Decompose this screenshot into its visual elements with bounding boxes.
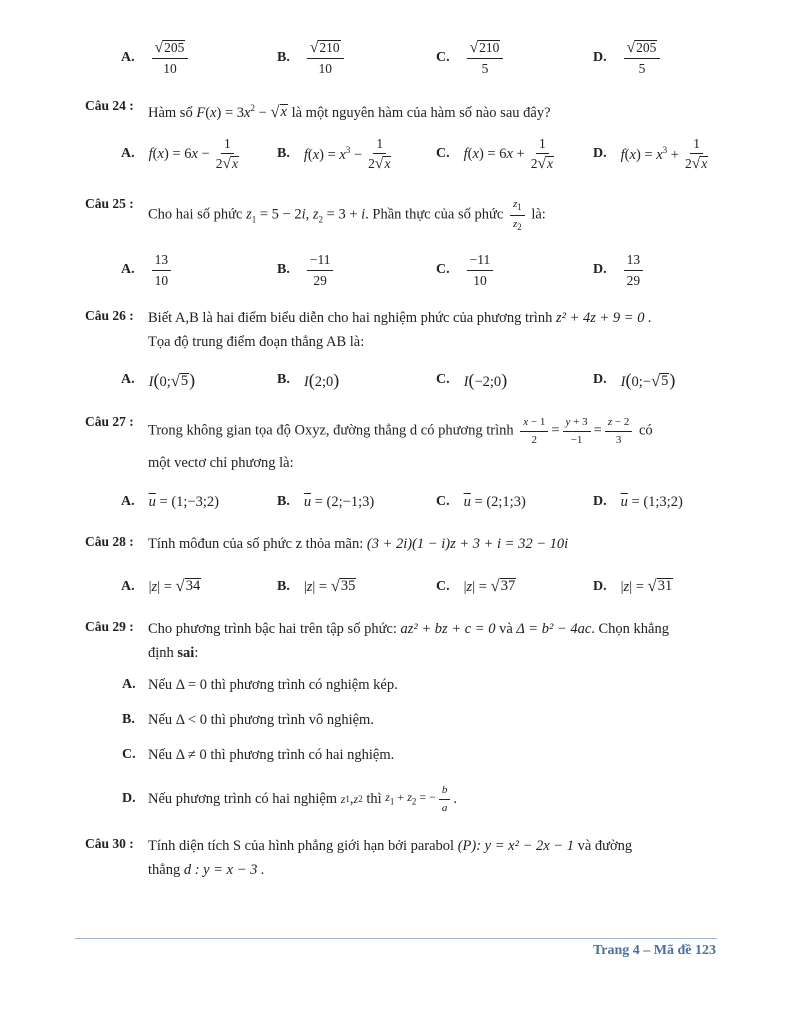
q25-option-a[interactable]: A. $\frac{13}{10}$ bbox=[121, 248, 174, 292]
q25-option-b[interactable]: B. $\frac{-11}{29}$ bbox=[277, 248, 336, 292]
question-number: Câu 27 : bbox=[85, 414, 134, 429]
q24-option-d[interactable]: D. $f(x) = x^3$ + 1 2 √ x bbox=[593, 135, 708, 173]
q23-options bbox=[85, 36, 725, 80]
q24-options bbox=[85, 132, 725, 176]
question-29 bbox=[85, 617, 725, 827]
question-number: Câu 26 : bbox=[85, 308, 134, 323]
q27-options bbox=[85, 480, 725, 524]
q24-option-a[interactable]: A. f(x) = 6x − 1 2 √ x bbox=[121, 135, 238, 173]
question-number: Câu 28 : bbox=[85, 534, 134, 549]
question-number: Câu 24 : bbox=[85, 98, 134, 113]
q29-option-b[interactable]: B. Nếu Δ < 0 thì phương trình vô nghiệm. bbox=[122, 712, 374, 728]
q26-option-d[interactable]: D. I(0;− √ 5 ) bbox=[593, 369, 676, 390]
question-25 bbox=[85, 194, 725, 294]
q26-option-c[interactable]: C. I(−2;0) bbox=[436, 369, 508, 390]
question-27 bbox=[85, 412, 725, 522]
footer-divider bbox=[75, 938, 717, 939]
q26-option-b[interactable]: B. I(2;0) bbox=[277, 369, 340, 390]
q29-option-d[interactable]: D. Nếu phương trình có hai nghiệm z 1 , z 2 thì $z_1 + z_2$ = − $\frac{b}{a}$ . bbox=[122, 783, 458, 814]
q28-option-b[interactable]: B. |z| = √ 35 bbox=[277, 576, 356, 595]
question-text: Trong không gian tọa độ Oxyz, đường thẳng d có phương trình $\frac{x - 1}{2}$ = $\frac{y + 3}{-1}$ = $\frac{z - 2}{3}$ có một vectơ chỉ phương là: bbox=[148, 416, 653, 472]
question-text: Cho phương trình bậc hai trên tập số phức: az² + bz + c = 0 và Δ = b² − 4ac. Chọn khẳng định sai: bbox=[148, 621, 669, 661]
q24-option-b[interactable]: B. $f(x) = x^3$ − 1 2 √ x bbox=[277, 135, 391, 173]
q28-option-c[interactable]: C. |z| = √ 37 bbox=[436, 576, 516, 595]
page-footer: Trang 4 – Mã đề 123 bbox=[592, 943, 716, 958]
q27-option-a[interactable]: A. $\overline{u}$ = (1;−3;2) bbox=[121, 493, 219, 510]
q29-option-a[interactable]: A. Nếu Δ = 0 thì phương trình có nghiệm kép. bbox=[122, 677, 398, 693]
q28-option-d[interactable]: D. |z| = √ 31 bbox=[593, 576, 673, 595]
question-28 bbox=[85, 532, 725, 612]
question-number: Câu 25 : bbox=[85, 196, 134, 211]
question-24 bbox=[85, 96, 725, 186]
q23-option-c[interactable]: C. √ 210 5 bbox=[436, 36, 506, 80]
question-text: Biết A,B là hai điểm biểu diễn cho hai nghiệm phức của phương trình z² + 4z + 9 = 0 . Tọa độ trung điểm đoạn thẳng AB là: bbox=[148, 310, 652, 350]
question-text: Cho hai số phức $z_1 = 5 - 2i$, $z_2 = 3 + i$. Phần thực của số phức $\frac{z_1}{z_2}$ là: bbox=[148, 198, 546, 232]
q27-option-d[interactable]: D. $\overline{u}$ = (1;3;2) bbox=[593, 493, 683, 510]
q24-option-c[interactable]: C. f(x) = 6x + 1 2 √ x bbox=[436, 135, 553, 173]
q27-option-c[interactable]: C. $\overline{u}$ = (2;1;3) bbox=[436, 493, 526, 510]
q25-option-c[interactable]: C. $\frac{-11}{10}$ bbox=[436, 248, 496, 292]
question-text: Hàm số $F(x) = 3x^2$ − √ x là một nguyên hàm của hàm số nào sau đây? bbox=[148, 101, 551, 121]
q23-option-d[interactable]: D. √ 205 5 bbox=[593, 36, 663, 80]
question-text: Tính môđun của số phức z thỏa mãn: (3 + 2i)(1 − i)z + 3 + i = 32 − 10i bbox=[148, 536, 569, 552]
question-number: Câu 29 : bbox=[85, 619, 134, 634]
question-text: Tính diện tích S của hình phẳng giới hạn bởi parabol (P): y = x² − 2x − 1 và đường thẳng d : y = x − 3 . bbox=[148, 838, 633, 878]
q29-option-c[interactable]: C. Nếu Δ ≠ 0 thì phương trình có hai nghiệm. bbox=[122, 747, 395, 763]
q28-option-a[interactable]: A. |z| = √ 34 bbox=[121, 576, 201, 595]
q23-option-a[interactable]: A. √ 205 10 bbox=[121, 36, 191, 80]
q27-option-b[interactable]: B. $\overline{u}$ = (2;−1;3) bbox=[277, 493, 375, 510]
q26-option-a[interactable]: A. I(0; √ 5 ) bbox=[121, 369, 196, 390]
question-26 bbox=[85, 306, 725, 402]
q25-options bbox=[85, 248, 725, 292]
question-number: Câu 30 : bbox=[85, 836, 134, 851]
question-30 bbox=[85, 834, 725, 894]
q28-options bbox=[85, 565, 725, 609]
q25-option-d[interactable]: D. $\frac{13}{29}$ bbox=[593, 248, 646, 292]
q26-options bbox=[85, 358, 725, 402]
q23-option-b[interactable]: B. √ 210 10 bbox=[277, 36, 347, 80]
